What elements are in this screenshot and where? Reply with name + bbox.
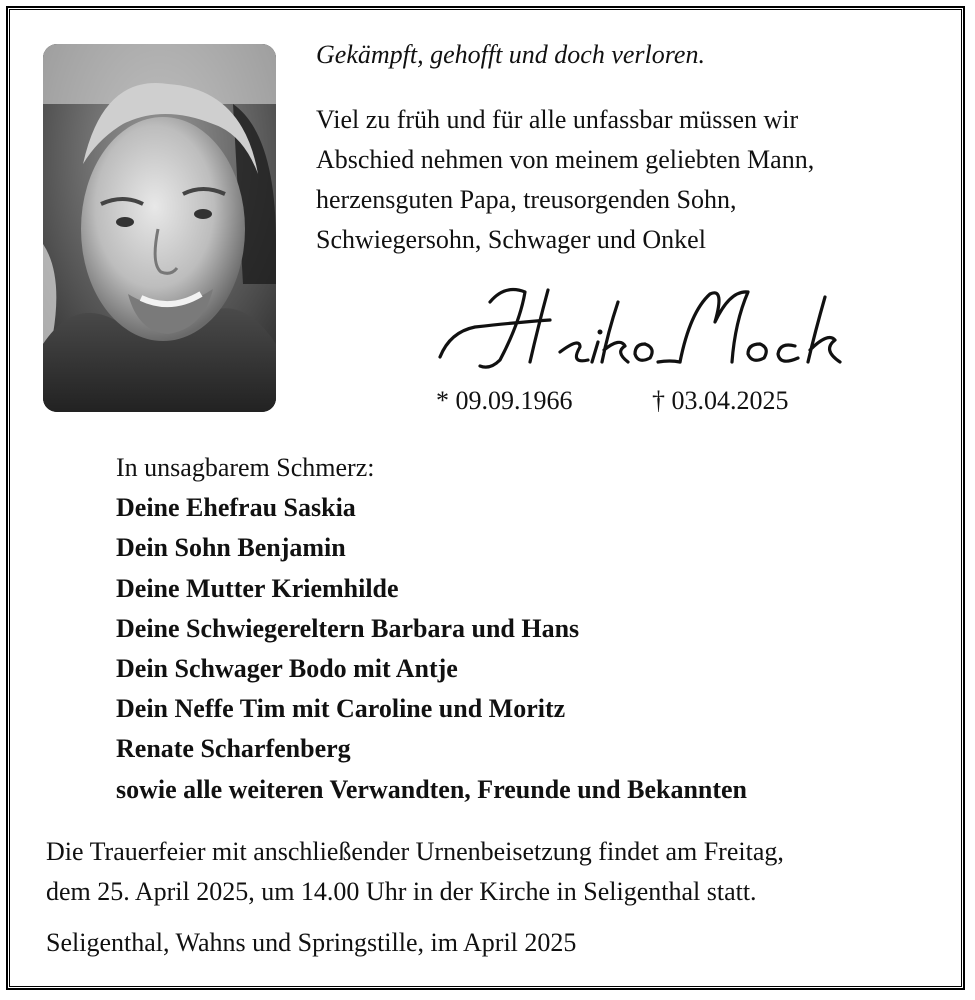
death-date: † 03.04.2025 (652, 386, 789, 415)
mourners-intro: In unsagbarem Schmerz: (116, 453, 375, 482)
portrait-photo (43, 44, 276, 412)
notice-line: Die Trauerfeier mit anschließender Urnenbeisetzung findet am Freitag, (46, 837, 784, 866)
intro-line: Abschied nehmen von meinem geliebten Mann, (316, 145, 815, 174)
mourner-line: Dein Neffe Tim mit Caroline und Moritz (116, 694, 566, 724)
intro-line: herzensguten Papa, treusorgenden Sohn, (316, 185, 737, 214)
motto: Gekämpft, gehofft und doch verloren. (316, 40, 705, 69)
funeral-notice (46, 832, 784, 912)
mourners-block (116, 448, 747, 810)
name-signature (430, 282, 850, 374)
mourner-line: Deine Ehefrau Saskia (116, 493, 356, 523)
birth-date: * 09.09.1966 (436, 386, 573, 415)
mourner-line: Dein Sohn Benjamin (116, 533, 346, 563)
intro-line: Viel zu früh und für alle unfassbar müssen wir (316, 105, 799, 134)
mourner-line: Deine Schwiegereltern Barbara und Hans (116, 613, 580, 643)
mourner-line: Dein Schwager Bodo mit Antje (116, 654, 458, 684)
intro-line: Schwiegersohn, Schwager und Onkel (316, 225, 706, 254)
mourner-line: Deine Mutter Kriemhilde (116, 573, 399, 603)
mourner-line: Renate Scharfenberg (116, 734, 351, 764)
notice-line: dem 25. April 2025, um 14.00 Uhr in der Kirche in Seligenthal statt. (46, 877, 757, 906)
mourner-line: sowie alle weiteren Verwandten, Freunde und Bekannten (116, 774, 748, 804)
place-date: Seligenthal, Wahns und Springstille, im April 2025 (46, 928, 577, 957)
intro-text (316, 100, 814, 260)
